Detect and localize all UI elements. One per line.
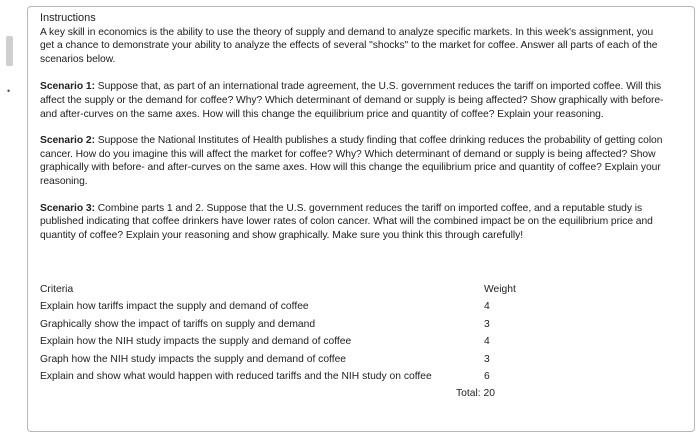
criteria-text: Explain how tariffs impact the supply and demand of coffee (40, 301, 309, 313)
scenario-1 (40, 80, 666, 121)
criteria-text: Explain and show what would happen with reduced tariffs and the NIH study on coffee (40, 370, 432, 382)
page-title: Instructions (40, 12, 96, 24)
bullet-marker: • (7, 86, 11, 96)
total-weight: Total: 20 (456, 388, 495, 400)
criteria-header-label: Criteria (40, 284, 74, 295)
criteria-weight: 3 (484, 318, 490, 330)
criteria-text: Explain how the NIH study impacts the supply and demand of coffee (40, 336, 352, 348)
instructions-content (40, 12, 666, 255)
criteria-weight: 4 (484, 301, 490, 313)
scenario-3-text: Combine parts 1 and 2. Suppose that the U.S. government reduces the tariff on imported coffee, and a reputable study is published indicating that coffee drinkers have lower rates of colon cancer. What will the combined impact be on the equilibrium price and quantity of coffee? Explain your reasoning and show graphically. Make sure you think this through carefully! (40, 202, 653, 241)
scenario-1-label: Scenario 1: (40, 81, 95, 93)
grading-criteria-table (40, 284, 520, 406)
criteria-row (40, 371, 520, 388)
scroll-indicator (6, 36, 13, 66)
criteria-text: Graphically show the impact of tariffs on supply and demand (40, 318, 316, 330)
scenario-2-text: Suppose the National Institutes of Health publishes a study finding that coffee drinking reduces the probability of getting colon cancer. How do you imagine this will affect the market for coffee? Why? Which determinant of demand or supply is being affected? Show graphically with before- and after-curves on the same axes. How will this change the equilibrium price and quantity of coffee? Explain your reasoning. (40, 135, 663, 187)
scenario-3-label: Scenario 3: (40, 202, 95, 214)
scenario-2-label: Scenario 2: (40, 135, 95, 147)
intro-paragraph: A key skill in economics is the ability to use the theory of supply and demand to analyze specific markets. In this week's assignment, you get a chance to demonstrate your ability to analyze the effects of several "shocks" to the market for coffee. Answer all parts of each of the scenarios below. (40, 26, 658, 65)
criteria-text: Graph how the NIH study impacts the supply and demand of coffee (40, 353, 347, 365)
criteria-weight: 4 (484, 336, 490, 348)
criteria-header-row (40, 284, 520, 301)
criteria-weight: 6 (484, 370, 490, 382)
scenario-2 (40, 134, 666, 188)
criteria-total-row (40, 388, 520, 405)
criteria-row (40, 354, 520, 371)
weight-header-label: Weight (484, 284, 516, 295)
criteria-row (40, 301, 520, 318)
scenario-3 (40, 202, 666, 243)
criteria-row (40, 336, 520, 353)
criteria-row (40, 319, 520, 336)
scenario-1-text: Suppose that, as part of an international trade agreement, the U.S. government reduces the tariff on imported coffee. Will this affect the supply or the demand for coffee? Why? Which determinant of demand or supply is being affected? Show graphically with before- and after-curves on the same axes. How will this change the equilibrium price and quantity of coffee? Explain your reasoning. (40, 81, 664, 120)
criteria-weight: 3 (484, 353, 490, 365)
